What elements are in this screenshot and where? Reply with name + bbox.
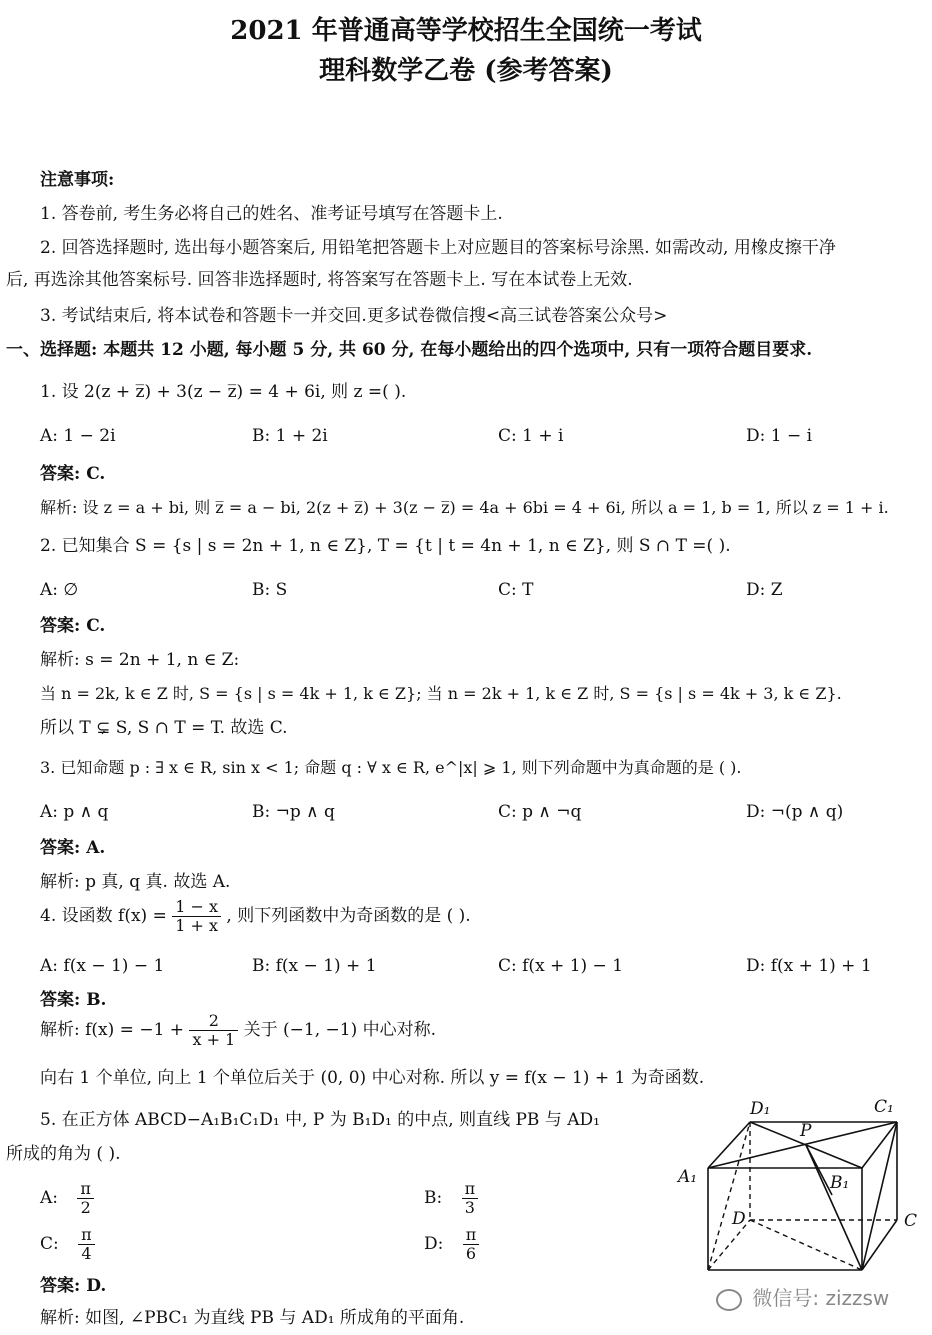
q4-fraction: [172, 898, 221, 935]
label-d: D: [732, 1209, 746, 1229]
q2-option-b: B: S: [252, 580, 288, 600]
q5-option-c-num: π: [78, 1226, 95, 1245]
watermark: [716, 1282, 889, 1311]
q2-option-a: A: ∅: [40, 580, 79, 600]
q5-option-b-num: π: [462, 1180, 479, 1199]
q3-option-d: D: ¬(p ∧ q): [746, 802, 844, 822]
q2-analysis-1: 解析: s = 2n + 1, n ∈ Z:: [40, 650, 240, 670]
q4-stem-pre: 4. 设函数 f(x) =: [40, 906, 167, 926]
q2-stem: 2. 已知集合 S = {s | s = 2n + 1, n ∈ Z}, T = {t | t = 4n + 1, n ∈ Z}, 则 S ∩ T =( ).: [40, 536, 731, 556]
q4-analysis-fraction-den: x + 1: [192, 1030, 236, 1049]
q5-stem-1: 5. 在正方体 ABCD−A₁B₁C₁D₁ 中, P 为 B₁D₁ 的中点, 则直线 PB 与 AD₁: [40, 1110, 600, 1130]
label-p: P: [800, 1121, 812, 1141]
q5-option-a-den: 2: [80, 1198, 91, 1217]
q4-analysis-pre: 解析: f(x) = −1 +: [40, 1020, 185, 1040]
q5-answer: 答案: D.: [40, 1276, 107, 1296]
q4-fraction-den: 1 + x: [175, 916, 219, 935]
q3-option-c: C: p ∧ ¬q: [498, 802, 582, 822]
q3-option-a: A: p ∧ q: [40, 802, 109, 822]
q5-option-b-den: 3: [464, 1198, 475, 1217]
q5-option-a: [40, 1180, 94, 1217]
q5-option-d-den: 6: [465, 1244, 477, 1263]
q5-option-c: [40, 1226, 95, 1263]
page-title-line2: 理科数学乙卷 (参考答案): [319, 56, 613, 86]
label-d1: D₁: [750, 1099, 771, 1119]
q4-stem-post: , 则下列函数中为奇函数的是 ( ).: [226, 906, 471, 926]
page-title-line1: 2021 年普通高等学校招生全国统一考试: [230, 16, 702, 46]
q5-option-a-label: A:: [40, 1188, 59, 1208]
q4-analysis-2: 向右 1 个单位, 向上 1 个单位后关于 (0, 0) 中心对称. 所以 y = f(x − 1) + 1 为奇函数.: [40, 1068, 705, 1088]
q2-answer: 答案: C.: [40, 616, 106, 636]
notice-item-3: 3. 考试结束后, 将本试卷和答题卡一并交回.更多试卷微信搜<高三试卷答案公众号>: [40, 306, 668, 326]
notice-item-2b: 后, 再选涂其他答案标号. 回答非选择题时, 将答案写在答题卡上. 写在本试卷上无效.: [6, 270, 633, 290]
q4-option-b: B: f(x − 1) + 1: [252, 956, 377, 976]
notice-heading: 注意事项:: [40, 170, 115, 190]
q3-option-b: B: ¬p ∧ q: [252, 802, 335, 822]
q4-stem: [40, 898, 471, 935]
q5-option-b-fraction: [462, 1180, 479, 1217]
q5-analysis: 解析: 如图, ∠PBC₁ 为直线 PB 与 AD₁ 所成角的平面角.: [40, 1308, 465, 1328]
q4-option-a: A: f(x − 1) − 1: [40, 956, 165, 976]
q5-option-a-fraction: [77, 1180, 94, 1217]
q1-answer: 答案: C.: [40, 464, 106, 484]
q5-stem-2: 所成的角为 ( ).: [6, 1144, 121, 1164]
q5-option-c-label: C:: [40, 1234, 59, 1254]
q1-stem: 1. 设 2(z + z̅) + 3(z − z̅) = 4 + 6i, 则 z =( ).: [40, 382, 407, 402]
q5-option-c-fraction: [78, 1226, 95, 1263]
q5-option-a-num: π: [77, 1180, 94, 1199]
notice-item-2a: 2. 回答选择题时, 选出每小题答案后, 用铅笔把答题卡上对应题目的答案标号涂黑. 如需改动, 用橡皮擦干净: [40, 238, 836, 258]
q4-analysis-post: 关于 (−1, −1) 中心对称.: [243, 1020, 437, 1040]
q1-option-d: D: 1 − i: [746, 426, 813, 446]
q4-option-c: C: f(x + 1) − 1: [498, 956, 624, 976]
q1-analysis: 解析: 设 z = a + bi, 则 z̅ = a − bi, 2(z + z̅) + 3(z − z̅) = 4a + 6bi = 4 + 6i, 所以 a = 1, b = 1, 所以 z = 1 + i.: [40, 498, 889, 517]
q1-option-a: A: 1 − 2i: [40, 426, 116, 446]
q2-option-d: D: Z: [746, 580, 783, 600]
watermark-text: 微信号: zizzsw: [752, 1286, 890, 1310]
q1-option-c: C: 1 + i: [498, 426, 564, 446]
q4-analysis-fraction: [189, 1012, 238, 1049]
label-a1: A₁: [678, 1167, 698, 1187]
q4-analysis-fraction-num: 2: [189, 1012, 238, 1031]
notice-item-1: 1. 答卷前, 考生务必将自己的姓名、准考证号填写在答题卡上.: [40, 204, 503, 224]
q5-option-d-num: π: [463, 1226, 480, 1245]
q2-analysis-2: 当 n = 2k, k ∈ Z 时, S = {s | s = 4k + 1, k ∈ Z}; 当 n = 2k + 1, k ∈ Z 时, S = {s | s = 4k + 3, k ∈ Z}.: [40, 684, 842, 703]
q4-fraction-num: 1 − x: [172, 898, 221, 917]
section-heading: 一、选择题: 本题共 12 小题, 每小题 5 分, 共 60 分, 在每小题给出的四个选项中, 只有一项符合题目要求.: [6, 340, 813, 360]
label-c: C: [904, 1211, 918, 1231]
q4-answer: 答案: B.: [40, 990, 107, 1010]
q5-option-d-label: D:: [424, 1234, 444, 1254]
q1-option-b: B: 1 + 2i: [252, 426, 328, 446]
q4-option-d: D: f(x + 1) + 1: [746, 956, 872, 976]
q4-analysis: [40, 1012, 436, 1049]
q5-option-d: [424, 1226, 479, 1263]
q3-answer: 答案: A.: [40, 838, 106, 858]
q2-option-c: C: T: [498, 580, 534, 600]
segment-p-b1: [806, 1145, 832, 1195]
wechat-icon: [716, 1289, 742, 1311]
q5-option-c-den: 4: [81, 1244, 92, 1263]
segment-d-b: [750, 1220, 862, 1270]
q5-option-b-label: B:: [424, 1188, 443, 1208]
q3-stem: 3. 已知命题 p : ∃ x ∈ R, sin x < 1; 命题 q : ∀ x ∈ R, e^|x| ⩾ 1, 则下列命题中为真命题的是 ( ).: [40, 758, 742, 777]
label-b1: B₁: [830, 1173, 850, 1193]
cube-figure: [672, 1090, 922, 1280]
label-c1: C₁: [874, 1097, 894, 1117]
q5-option-d-fraction: [463, 1226, 480, 1263]
q3-analysis: 解析: p 真, q 真. 故选 A.: [40, 872, 231, 892]
q5-option-b: [424, 1180, 478, 1217]
q2-analysis-3: 所以 T ⊊ S, S ∩ T = T. 故选 C.: [40, 718, 288, 738]
